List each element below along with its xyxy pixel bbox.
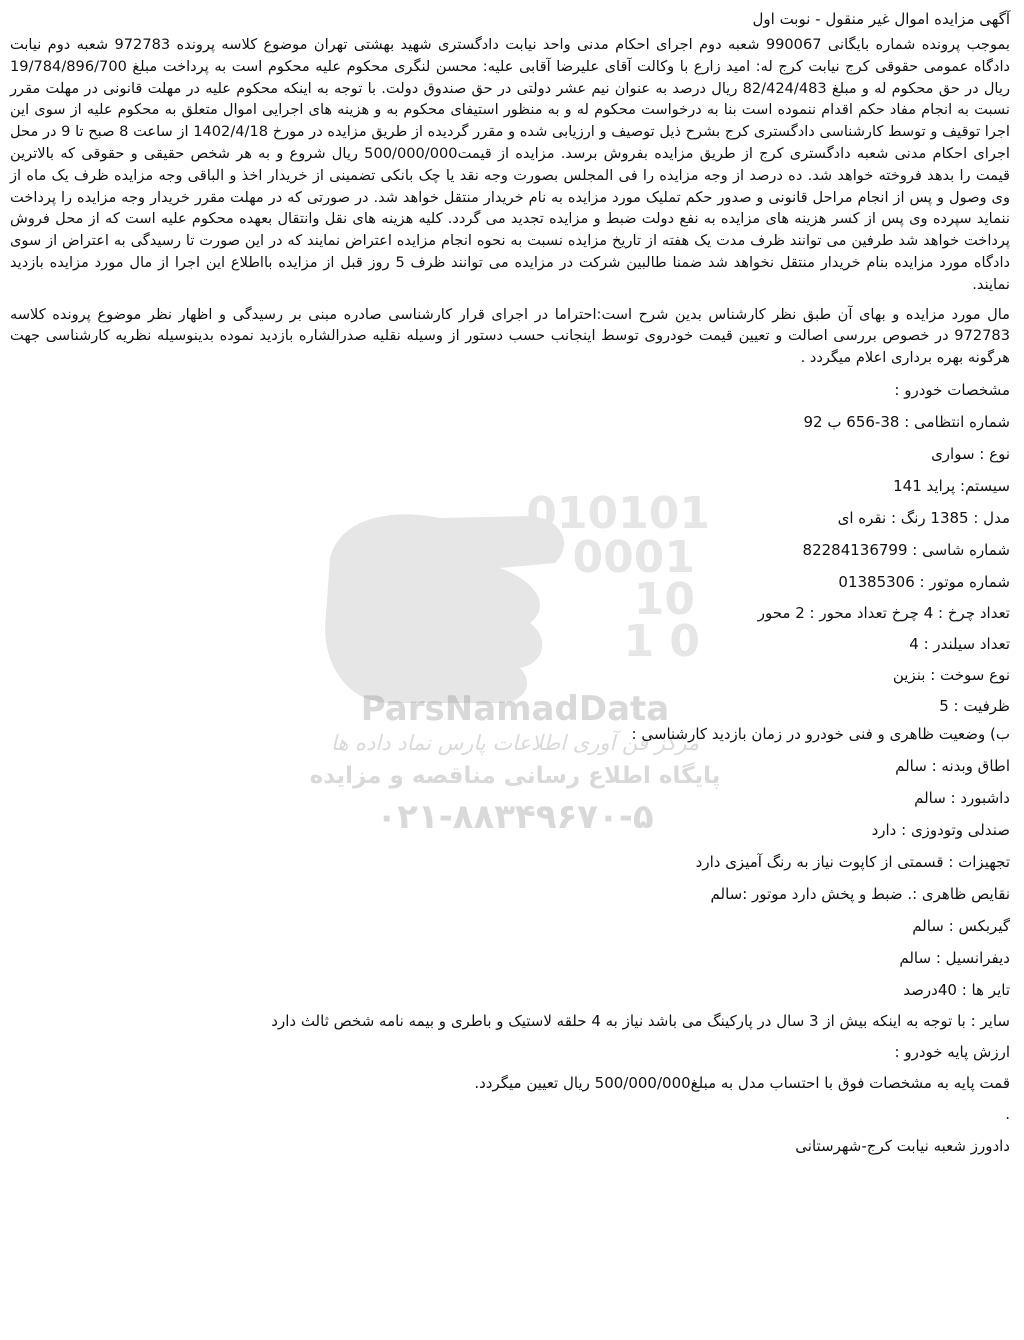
spec-engine-number: شماره موتور : 01385306 (838, 572, 1010, 591)
condition-dashboard: داشبورد : سالم (914, 788, 1010, 807)
condition-body: اطاق وبدنه : سالم (895, 756, 1010, 775)
watermark-binary-1: 010101 (526, 488, 710, 539)
spec-fuel: نوع سوخت : بنزین (892, 665, 1010, 684)
vehicle-specs (10, 411, 1010, 717)
spec-type: نوع : سواری (931, 444, 1010, 463)
base-value-text: قمت پایه به مشخصات فوق با احتساب مدل به مبلغ500/000/000 ریال تعیین میگردد. (474, 1073, 1010, 1092)
watermark-line2: پایگاه اطلاع رسانی مناقصه و مزایده (309, 763, 721, 789)
notice-paragraph-1: بموجب پرونده شماره بایگانی 990067 شعبه دوم اجرای احکام مدنی واحد نیابت دادگستری شهید بهشتی تهران موضوع کلاسه پرونده 972783 شعبه دوم نیابت دادگاه عمومی حقوقی کرج نیابت کرج له: امید زارع با وکالت آقای علیرضا آقابی علیه: محسن لنگری محکوم علیه محکوم است به پرداخت مبلغ 19/784/896/700 ریال در حق محکوم له و مبلغ 82/424/483 ریال درصد به عنوان نیم عشر دولتی در حق صندوق دولت. با توجه به اینکه محکوم علیه در مهلت قانونی در مهلت مقرر نسبت به انجام مفاد حکم اقدام ننموده است بنا به درخواست محکوم له و به منظور استیفای محکوم به و هزینه های اجرایی اموال متعلق به محکوم علیه از سوی این اجرا توقیف و توسط کارشناسی دادگستری کرج بشرح ذیل توصیف و ارزیابی شده و مقرر گردیده از طریق مزایده در مورخ 1402/4/18 از ساعت 8 صبح تا 9 در محل اجرای احکام مدنی شعبه دادگستری کرج از طریق مزایده بفروش برسد. مزایده از قیمت500/000/000 ریال شروع و به هر شخص حقیقی و حقوقی که بالاترین قیمت را بدهد فروخته خواهد شد. ده درصد از وجه مزایده را فی المجلس بصورت وجه نقد یا چک بانکی تضمینی از خریدار اخذ و الباقی وجه مزایده ظرف یک ماه از وی وصول و پس از انجام مراحل قانونی و صدور حکم تملیک مورد مزایده به نام خریدار منتقل خواهد شد. در صورتی که در مهلت مقرر خریدار وجه مزایده را پرداخت ننماید سپرده وی پس از کسر هزینه های مزایده به نفع دولت ضبط و مزایده تجدید می گردد. کلیه هزینه های نقل وانتقال بعهده محکوم علیه است که از محل فروش پرداخت خواهد شد طرفین می توانند ظرف مدت یک هفته از تاریخ مزایده نسبت به نحوه انجام مزایده اعتراض نمایند که در این صورت تا رسیدگی به اعتراض از سوی دادگاه مورد مزایده بنام خریدار منتقل نخواهد شد ضمنا طالبین شرکت در مزایده می توانند ظرف 5 روز قبل از مزایده بااطلاع این اجرا از مال مورد مزایده بازدید نمایند. (10, 36, 1011, 293)
notice-paragraph-2: مال مورد مزایده و بهای آن طبق نظر کارشناس بدین شرح است:احتراما در اجرای قرار کارشناسی صادره مبنی بر رسیدگی و اظهار نظر موضوع پرونده کلاسه 972783 در خصوص بررسی اصالت و تعیین قیمت خودروی توسط اینجانب حسب دستور از وسیله نقلیه صدرالشاره بازدید نموده بدینوسیله نظریه کارشناسی جهت هرگونه بهره برداری اعلام میگردد . (10, 305, 1010, 367)
condition-heading: ب) وضعیت ظاهری و فنی خودرو در زمان بازدید کارشناسی : (631, 724, 1010, 743)
condition-gearbox: گیربکس : سالم (912, 916, 1010, 935)
document-content (10, 8, 1010, 1157)
watermark-line1: مرکز فن آوری اطلاعات پارس نماد داده ها (330, 731, 700, 755)
condition-other: سایر : با توجه به اینکه بیش از 3 سال در پارکینگ می باشد نیاز به 4 حلقه لاستیک و باطری و بیمه نامه شخص ثالث دارد (271, 1011, 1010, 1030)
condition-equipment: تجهیزات : قسمتی از کاپوت نیاز به رنگ آمیزی دارد (695, 852, 1010, 871)
spec-system: سیستم: پراید 141 (893, 476, 1010, 495)
spec-capacity: ظرفیت : 5 (939, 696, 1010, 715)
spec-wheels-axles: تعداد چرخ : 4 چرخ تعداد محور : 2 محور (757, 603, 1010, 622)
watermark-brand: ParsNamadData (360, 689, 670, 729)
condition-tires: تایر ها : 40درصد (903, 980, 1010, 999)
watermark-binary-2: 0001 (572, 532, 695, 583)
base-value-heading: ارزش پایه خودرو : (894, 1042, 1010, 1061)
condition-differential: دیفرانسیل : سالم (899, 948, 1010, 967)
spec-plate-number: شماره انتظامی : 38-656 ب 92 (803, 412, 1010, 431)
condition-appearance: نقایص ظاهری :. ضبط و پخش دارد موتور :سالم (710, 884, 1010, 903)
specs-heading: مشخصات خودرو : (894, 380, 1010, 399)
watermark-binary-3: 10 (633, 574, 695, 625)
watermark-phone: ۰۲۱-۸۸۳۴۹۶۷۰-۵ (376, 797, 654, 837)
signature: دادورز شعبه نیابت کرج-شهرستانی (795, 1136, 1010, 1155)
notice-title: آگهی مزایده اموال غیر منقول - نوبت اول (752, 10, 1010, 28)
vehicle-condition (10, 755, 1010, 1032)
condition-seats: صندلی وتودوزی : دارد (871, 820, 1010, 839)
dot-line: . (1005, 1104, 1010, 1123)
spec-model-color: مدل : 1385 رنگ : نقره ای (837, 508, 1010, 527)
spec-chassis-number: شماره شاسی : 82284136799 (802, 540, 1010, 559)
watermark-binary-4: 1 0 (623, 616, 700, 667)
spec-cylinders: تعداد سیلندر : 4 (909, 634, 1010, 653)
